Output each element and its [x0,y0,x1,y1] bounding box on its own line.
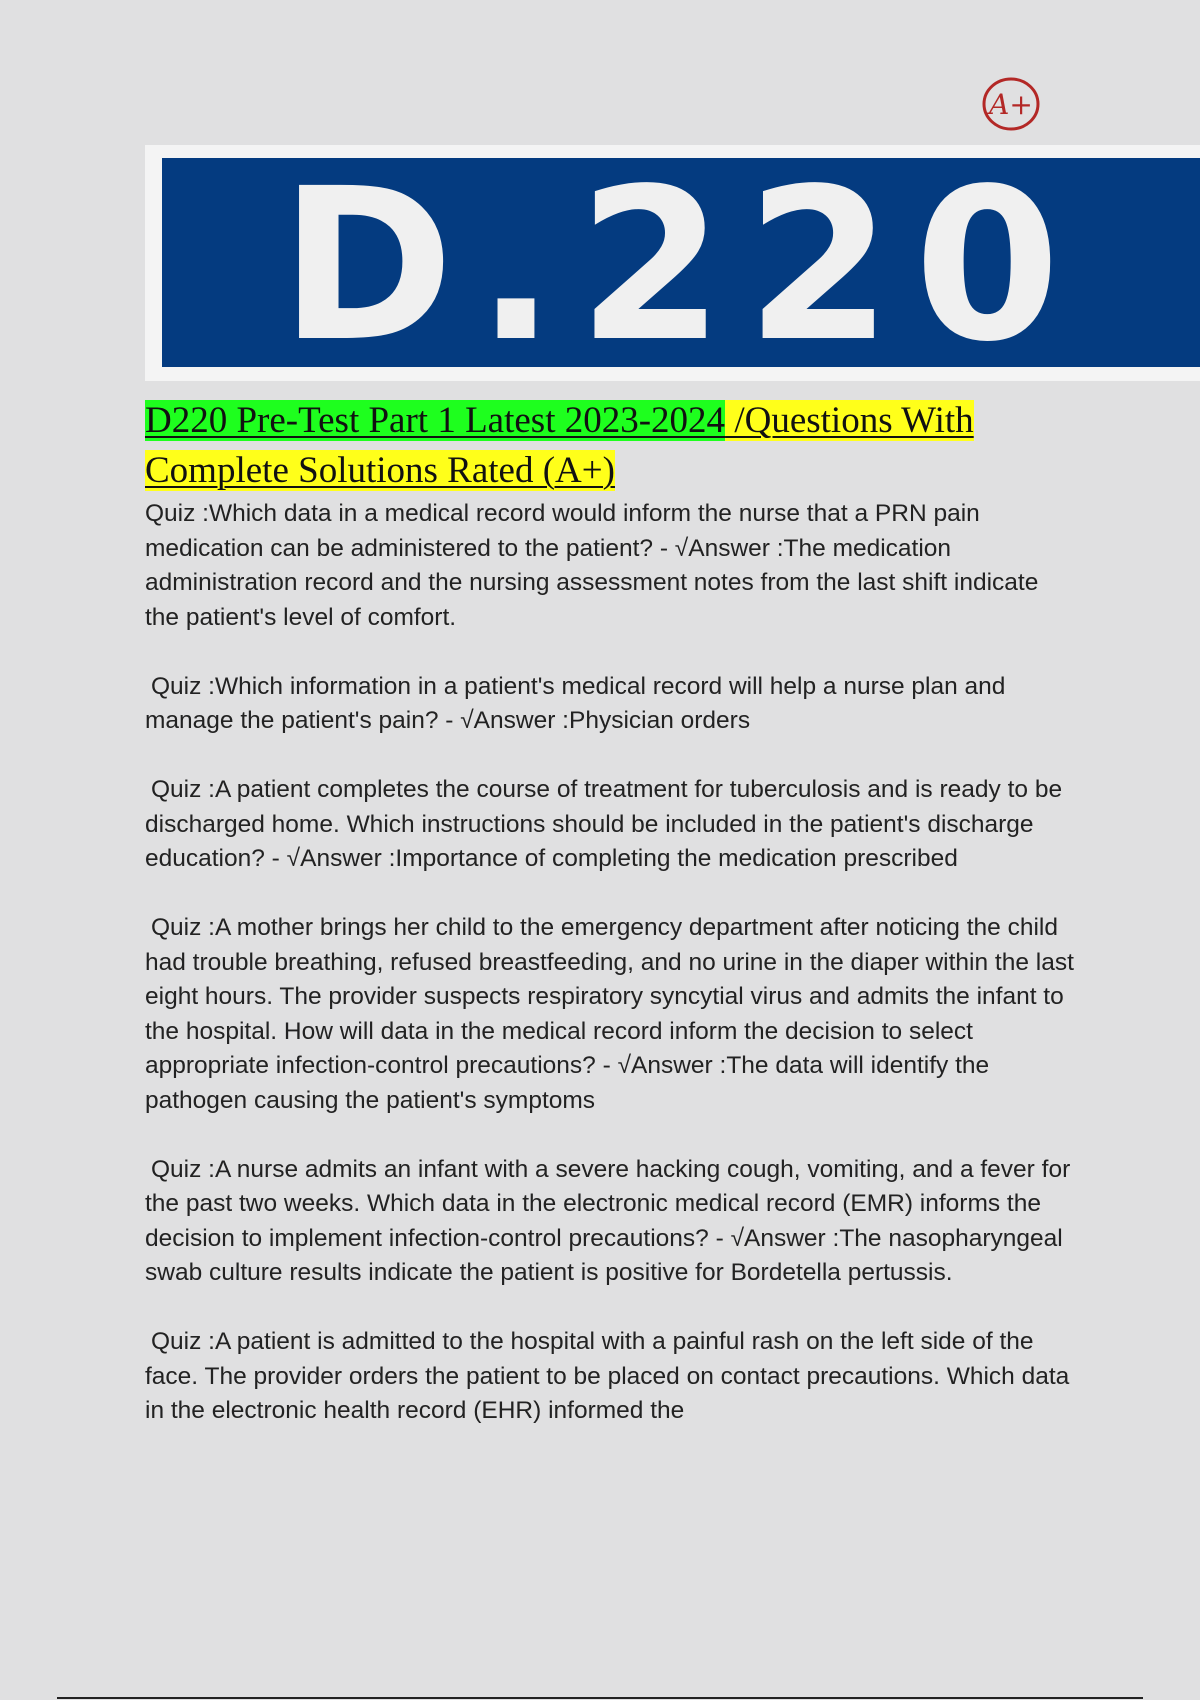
quiz-item: Quiz :A patient is admitted to the hospital with a painful rash on the left side of the face. The provider orders the patient to be placed on contact precautions. Which data in the electronic health record (EHR) informed the [145,1328,1070,1424]
quiz-item: Quiz :Which information in a patient's medical record will help a nurse plan and manage the patient's pain? - √Answer :Physician orders [145,672,1006,734]
quiz-list [145,497,1075,1463]
quiz-item: Quiz :Which data in a medical record would inform the nurse that a PRN pain medication can be administered to the patient? - √Answer :The medication administration record and the nursing assessment notes from the last shift indicate the patient's level of comfort. [145,500,1039,631]
document-title [145,396,1075,496]
footer-divider [57,1697,1143,1699]
quiz-item: Quiz :A nurse admits an infant with a severe hacking cough, vomiting, and a fever for the past two weeks. Which data in the electronic medical record (EMR) informs the decision to implement infection-control precautions? - √Answer :The nasopharyngeal swab culture results indicate the patient is positive for Bordetella pertussis. [145,1155,1071,1286]
title-highlight-yellow-2: Complete Solutions Rated (A+) [145,450,615,491]
quiz-item: Quiz :A mother brings her child to the emergency department after noticing the child had trouble breathing, refused breastfeeding, and no urine in the diaper within the last eight hours. The provider suspects respiratory syncytial virus and admits the infant to the hospital. How will data in the medical record inform the decision to select appropriate infection-control precautions? - √Answer :The data will identify the pathogen causing the patient's symptoms [145,914,1074,1114]
banner [162,158,1200,367]
banner-logo [162,158,1200,367]
grade-stamp-text: A+ [989,88,1033,121]
banner-title: D.220 [279,158,1083,367]
quiz-item: Quiz :A patient completes the course of treatment for tuberculosis and is ready to be discharged home. Which instructions should be included in the patient's discharge education? - √Answer :Importance of completing the medication prescribed [145,776,1063,872]
title-highlight-yellow-1: /Questions With [725,400,974,441]
title-highlight-green: D220 Pre-Test Part 1 Latest 2023-2024 [145,400,726,441]
grade-stamp-logo [981,76,1041,132]
